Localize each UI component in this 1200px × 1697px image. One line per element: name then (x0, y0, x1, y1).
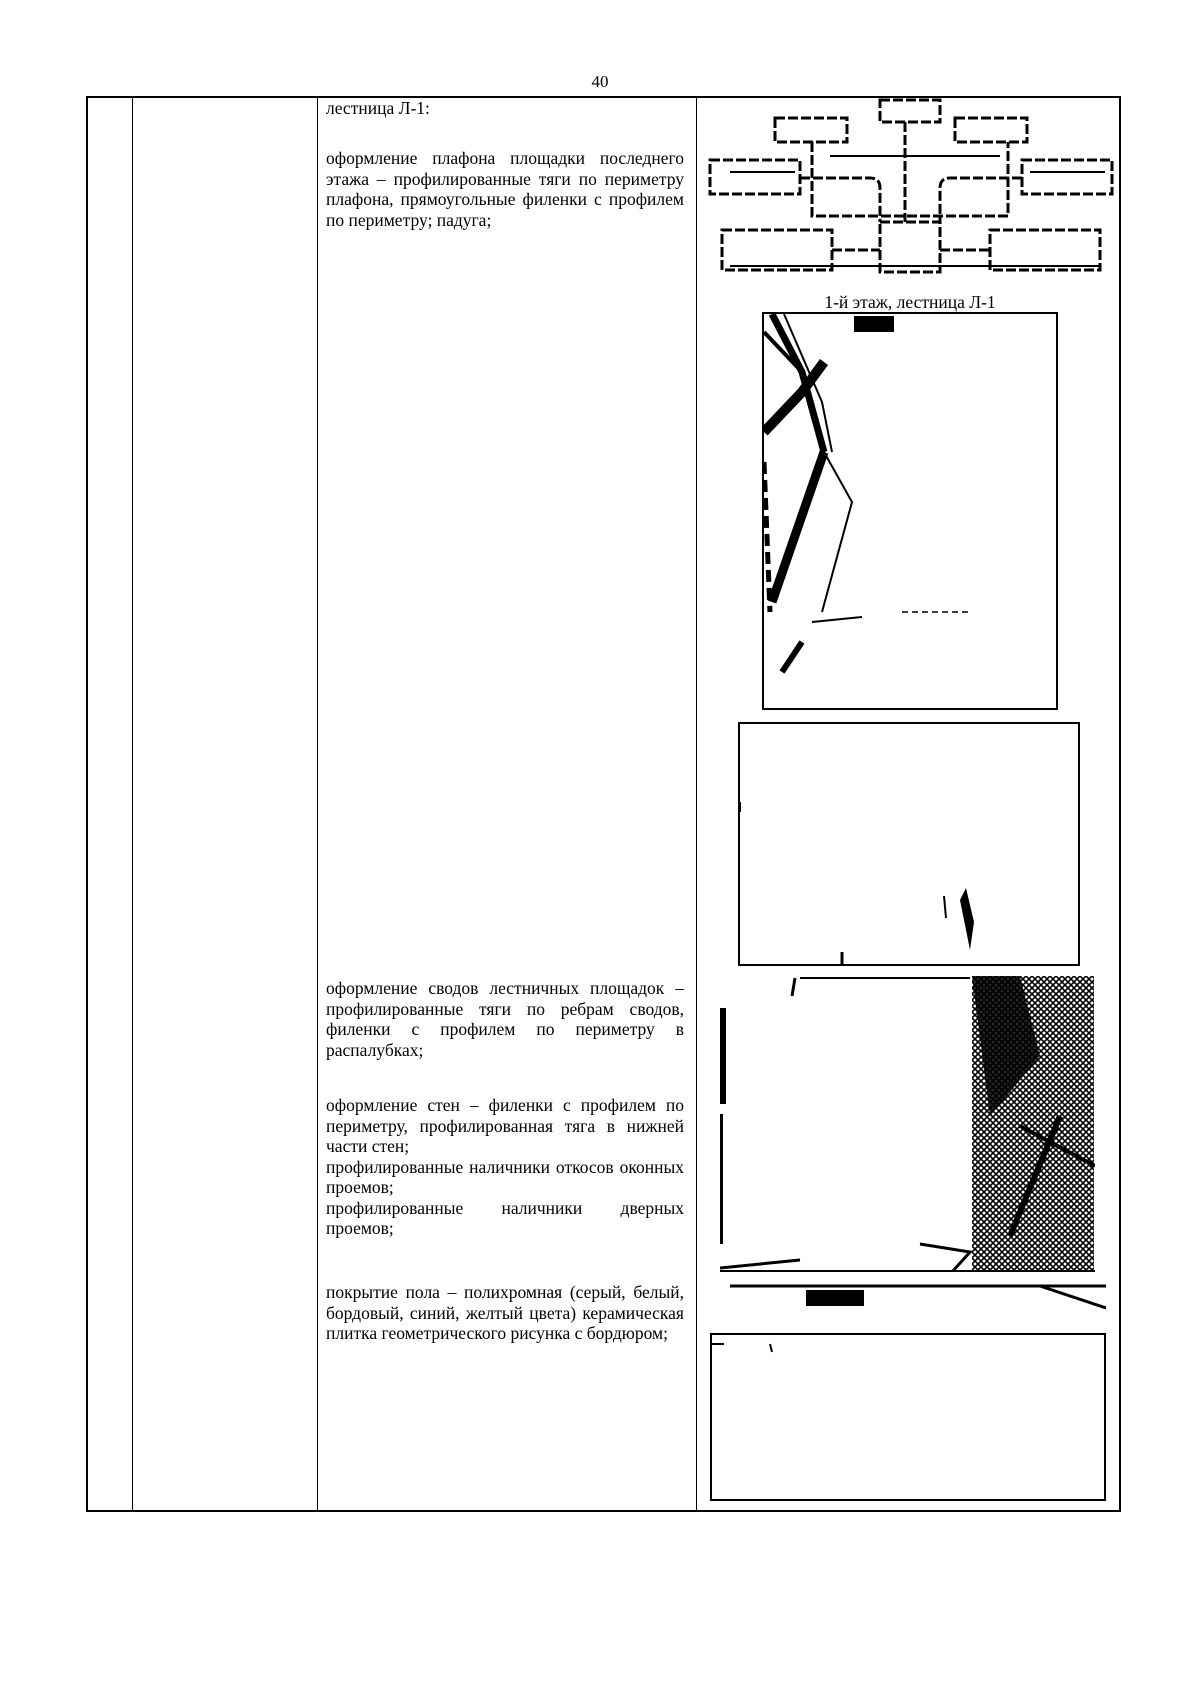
page-number: 40 (591, 72, 609, 91)
floor-plan-drawing (700, 96, 1120, 286)
vaults-description: оформление сводов лестничных площадок – профилированные тяги по ребрам сводов, филенки с профилем по периметру в распалубках; (326, 978, 684, 1060)
floor-description: покрытие пола – полихромная (серый, белый, бордовый, синий, желтый цвета) керамическая плитка геометрического рисунка с бордюром; (326, 1282, 684, 1343)
photo-stair-landing (738, 722, 1080, 966)
floor-plan-caption: 1-й этаж, лестница Л-1 (824, 292, 996, 312)
photo-ceiling-vault (762, 312, 1058, 710)
window-casings-description: профилированные наличники откосов оконных проемов; (326, 1156, 684, 1197)
text-block-vaults (326, 978, 684, 1060)
photo-wall-decoration (720, 976, 1095, 1272)
text-block-ceiling (326, 148, 684, 230)
staircase-title: лестница Л-1: (326, 98, 430, 118)
column-divider-1 (132, 98, 133, 1510)
text-block-floor (326, 1282, 684, 1344)
walls-description: оформление стен – филенки с профилем по периметру, профилированная тяга в нижней части стен; (326, 1095, 684, 1156)
text-staircase-title (326, 98, 684, 119)
ceiling-description: оформление плафона площадки последнего этажа – профилированные тяги по периметру плафона, прямоугольные филенки с профилем по периметру; падуга; (326, 148, 684, 230)
column-divider-2 (317, 98, 318, 1510)
text-block-walls (326, 1095, 684, 1239)
column-divider-3 (696, 98, 697, 1510)
door-casings-description: профилированные наличники дверных проемов; (326, 1197, 684, 1238)
photo-floor-tiles (710, 1284, 1106, 1502)
